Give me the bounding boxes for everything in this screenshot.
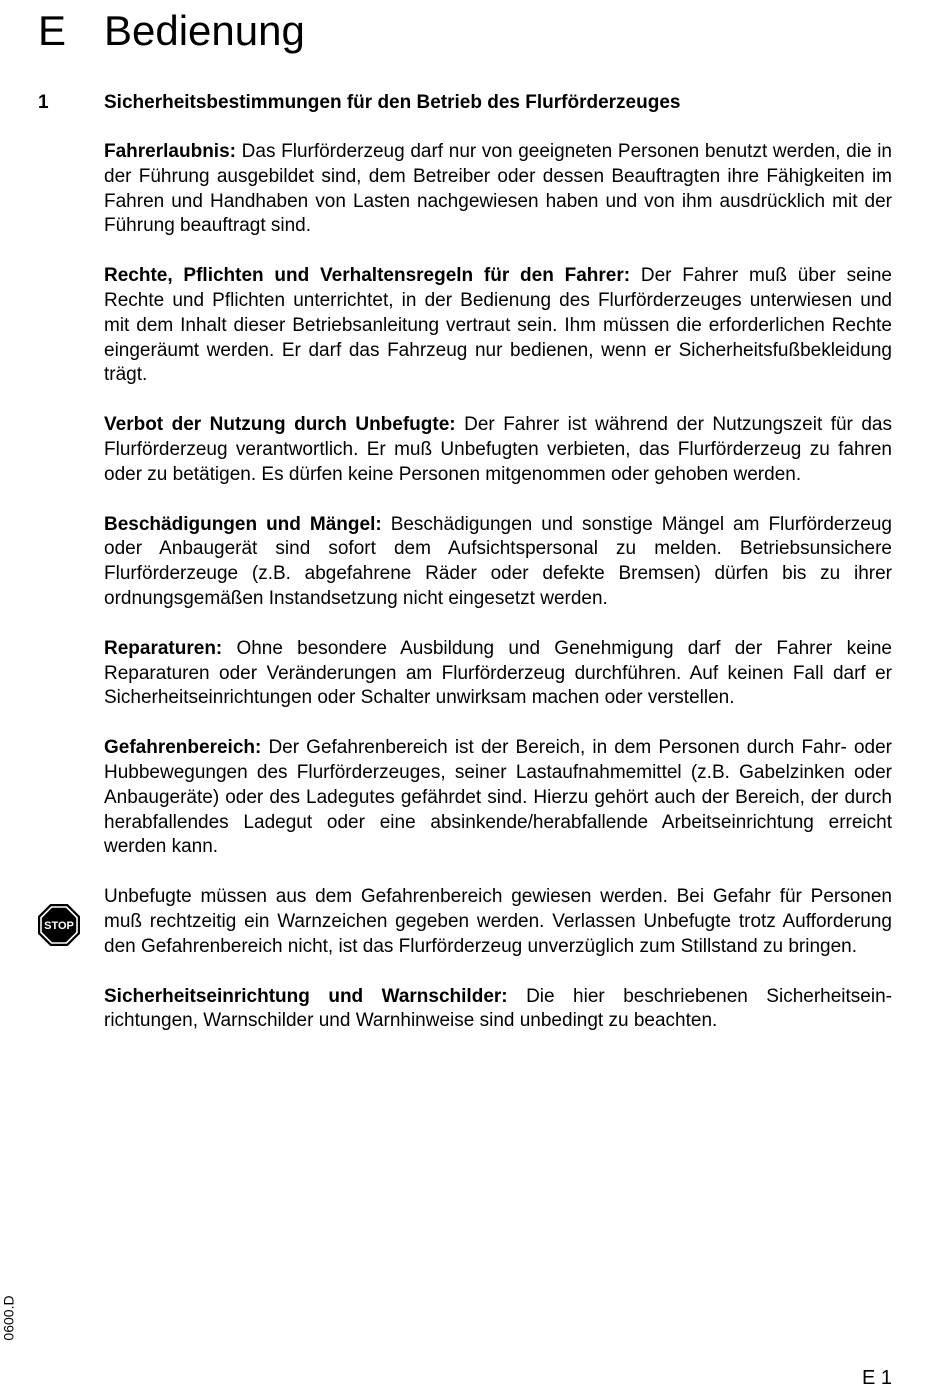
stop-sign-label: STOP [44, 920, 74, 933]
paragraph-text: Beschädigungen und sonstige Mängel am Flurförderzeug oder Anbaugerät sind sofort dem Aufsichtspersonal zu melden. Betriebsunsichere Flurförderzeuge (z.B. abgefahrene Räder oder defekte Bremsen) dürfen bis zu ihrer ordnungsgemäßen Instandsetzung nicht eingesetzt werden. [104, 513, 892, 609]
paragraph-text: Der Gefahrenbereich ist der Bereich, in dem Personen durch Fahr- oder Hubbewegungen des Flurförderzeuges, seiner Lastaufnahmemittel (z.B. Gabelzinken oder Anbaugeräte) oder des Ladegutes gefährdet sind. Hierzu gehört auch der Bereich, der durch herabfallendes Ladegut oder eine absinkende/herabfallende Arbeitseinrichtung erreicht werden kann. [104, 737, 892, 858]
paragraph-fahrerlaubnis [104, 140, 892, 239]
paragraph-term: Gefahrenbereich: [104, 737, 262, 759]
section-number: 1 [38, 92, 49, 113]
paragraph-beschaedigungen [104, 513, 892, 612]
paragraph-text: Die hier beschriebenen Sicherheitseinrichtungen, Warnschilder und Warnhinweise sind unbedingt zu beachten. [104, 985, 892, 1032]
paragraph-term: Beschädigungen und Mängel: [104, 513, 382, 535]
paragraph-warnschilder [104, 985, 892, 1035]
page-number: E 1 [861, 1367, 892, 1389]
paragraph-gefahrenbereich [104, 736, 892, 860]
paragraph-term: Fahrerlaubnis: [104, 141, 236, 162]
paragraph-verbot-unbefugte [104, 413, 892, 487]
paragraph-text: Das Flurförderzeug darf nur von geeigneten Personen benutzt werden, die in der Führung ausgebildet sind, dem Betreiber oder dessen Beauftragten ihre Fähigkeiten im Fahren und Handhaben von Lasten nachgewiesen haben und von ihm ausdrücklich mit der Führung beauftragt sind. [104, 141, 892, 237]
section-title: Sicherheitsbestimmungen für den Betrieb des Flurförderzeuges [104, 92, 681, 113]
paragraph-term: Sicherheitseinrichtung und Warnschilder: [104, 985, 508, 1007]
chapter-letter: E [38, 7, 67, 54]
paragraph-term: Verbot der Nutzung durch Unbefugte: [104, 414, 456, 436]
document-code: 0600.D [0, 1295, 17, 1341]
paragraph-reparaturen [104, 637, 892, 711]
paragraph-term: Reparaturen: [104, 637, 223, 659]
body-text [104, 140, 892, 1059]
paragraph-stop-warning [104, 885, 892, 959]
stop-sign-icon [38, 904, 80, 946]
paragraph-text: Der Fahrer muß über seine Rechte und Pflichten unterrichtet, in der Bedienung des Flurförderzeuges unterwiesen und mit dem Inhalt dieser Betriebsanleitung vertraut sein. Ihm müssen die erforderlichen Rechte eingeräumt werden. Er darf das Fahrzeug nur bedienen, wenn er Sicherheitsfußbekleidung trägt. [104, 265, 892, 386]
paragraph-text: Ohne besondere Ausbildung und Genehmigung darf der Fahrer keine Reparaturen oder Veränderungen am Flurförderzeug durchführen. Auf keinen Fall darf er Sicherheitseinrichtungen oder Schalter unwirksam machen oder verstellen. [104, 637, 892, 709]
paragraph-term: Rechte, Pflichten und Verhaltensregeln für den Fahrer: [104, 265, 631, 287]
paragraph-text: Unbefugte müssen aus dem Gefahrenbereich gewiesen werden. Bei Gefahr für Personen muß rechtzeitig ein Warnzeichen gegeben werden. Verlassen Unbefugte trotz Aufforderung den Gefahrenbereich nicht, ist das Flurförderzeug unverzüglich zum Stillstand zu bringen. [104, 886, 892, 957]
paragraph-rechte-pflichten [104, 264, 892, 388]
paragraph-text: Der Fahrer ist während der Nutzungszeit für das Flurförderzeug verantwortlich. Er muß Unbefugten verbieten, das Flurförderzeug zu fahren oder zu betätigen. Es dürfen keine Personen mitgenommen oder gehoben werden. [104, 414, 892, 485]
chapter-title: Bedienung [104, 7, 305, 54]
